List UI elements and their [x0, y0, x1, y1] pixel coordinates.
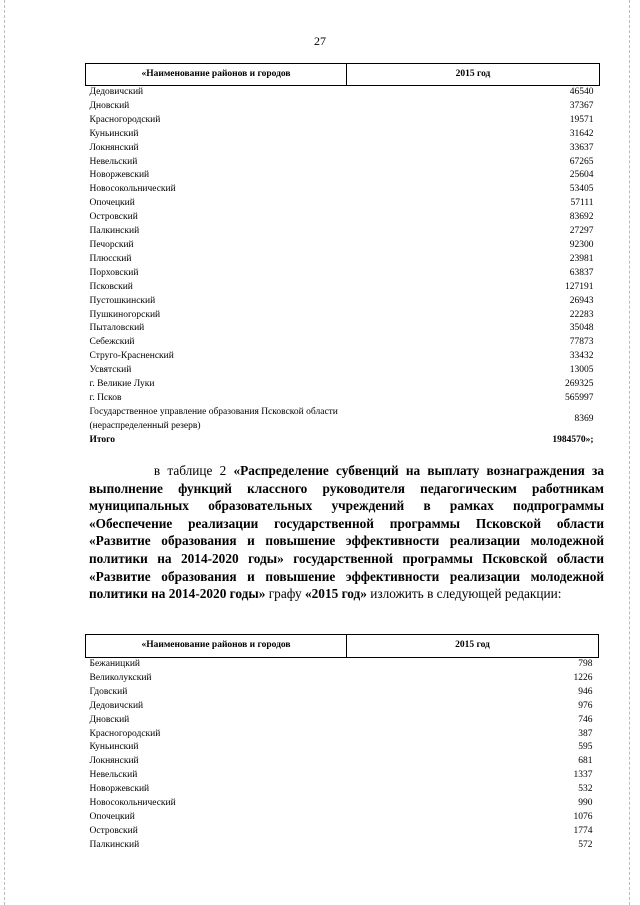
row-name: Великолукский — [89, 672, 152, 683]
column-header-name: «Наименование районов и городов — [86, 635, 347, 658]
row-name: Островский — [89, 825, 138, 836]
row-value: 269325 — [565, 379, 594, 390]
paragraph-column-name: «2015 год» — [305, 586, 367, 602]
table-row — [86, 156, 600, 170]
column-header-name: «Наименование районов и городов — [86, 64, 347, 86]
table-row — [86, 658, 599, 672]
row-value: 23981 — [569, 253, 594, 264]
table-row — [86, 295, 600, 309]
row-value: 33432 — [569, 351, 594, 362]
row-name: г. Псков — [89, 392, 122, 403]
row-name: Опочецкий — [89, 811, 135, 822]
row-value: 1774 — [573, 825, 593, 836]
row-name: Себежский — [89, 337, 135, 348]
table-row — [86, 253, 600, 267]
row-name: Дедовичский — [89, 87, 144, 97]
row-name: Новоржевский — [89, 784, 150, 795]
row-value: 946 — [578, 686, 593, 697]
row-value: 53405 — [569, 184, 594, 195]
table-row — [86, 281, 600, 295]
row-name: Дновский — [89, 714, 130, 725]
table-header-row — [86, 635, 599, 658]
row-value: 532 — [578, 784, 593, 795]
table-row — [86, 755, 599, 769]
row-value: 565997 — [565, 392, 594, 403]
row-name: Усвятский — [89, 365, 132, 376]
row-value: 990 — [578, 798, 593, 809]
table-row — [86, 769, 599, 783]
row-value: 572 — [578, 839, 593, 850]
table-row — [86, 797, 599, 811]
table-row — [86, 392, 600, 406]
row-name: Локнянский — [89, 756, 139, 767]
table-row — [86, 322, 600, 336]
page-edge-right — [629, 0, 630, 905]
row-value: 63837 — [569, 267, 594, 278]
row-value: 19571 — [569, 114, 594, 125]
row-name: Пушкиногорский — [89, 309, 161, 320]
table-row — [86, 406, 600, 434]
table-row — [86, 714, 599, 728]
row-value: 37367 — [569, 100, 594, 111]
row-value: 26943 — [569, 295, 594, 306]
page-number: 27 — [314, 34, 326, 48]
table-row — [86, 239, 600, 253]
table-total-row — [86, 434, 600, 448]
row-value: 83692 — [569, 212, 594, 223]
row-value: 57111 — [570, 198, 594, 209]
table-class-teacher-subventions — [85, 634, 599, 853]
row-name: Палкинский — [89, 226, 140, 237]
row-value: 92300 — [569, 239, 594, 250]
table-row — [86, 672, 599, 686]
table-row — [86, 225, 600, 239]
total-value: 1984570»; — [552, 434, 594, 445]
row-value: 22283 — [569, 309, 594, 320]
row-name: Дедовичский — [89, 700, 144, 711]
row-value: 8369 — [574, 413, 594, 424]
table-row — [86, 825, 599, 839]
table-row — [86, 100, 600, 114]
row-name: Струго-Красненский — [89, 351, 174, 362]
total-label: Итого — [89, 434, 116, 445]
column-header-year: 2015 год — [347, 64, 600, 86]
row-value: 746 — [578, 714, 593, 725]
row-name: Островский — [89, 212, 138, 223]
row-name: Красногородский — [89, 728, 161, 739]
table-2015-subventions — [85, 63, 600, 448]
table-row — [86, 839, 599, 853]
table-row — [86, 728, 599, 742]
row-value: 67265 — [569, 156, 594, 167]
row-value: 35048 — [569, 323, 594, 334]
row-value: 77873 — [569, 337, 594, 348]
row-value: 127191 — [565, 281, 594, 292]
table-row — [86, 700, 599, 714]
table-row — [86, 350, 600, 364]
paragraph-mid: графу — [265, 586, 305, 602]
row-name: Новоржевский — [89, 170, 150, 181]
row-value: 798 — [578, 659, 593, 669]
row-value: 1076 — [573, 811, 593, 822]
row-value: 681 — [578, 756, 593, 767]
row-value: 976 — [578, 700, 593, 711]
row-name: г. Великие Луки — [89, 379, 155, 390]
paragraph-lead: в таблице 2 — [153, 463, 234, 478]
row-value: 387 — [578, 728, 593, 739]
table-row — [86, 169, 600, 183]
table-row — [86, 183, 600, 197]
table-row — [86, 267, 600, 281]
table-row — [86, 811, 599, 825]
amendment-paragraph — [89, 462, 604, 603]
row-name: Псковский — [89, 281, 133, 292]
row-name: Невельский — [89, 770, 138, 781]
row-name: Бежаницкий — [89, 659, 140, 669]
page-edge-left — [4, 0, 5, 905]
row-name: Невельский — [89, 156, 138, 167]
row-value: 46540 — [569, 87, 594, 97]
row-value: 31642 — [569, 128, 594, 139]
table-row — [86, 364, 600, 378]
table-body — [86, 86, 600, 448]
row-name: Печорский — [89, 239, 134, 250]
table-row — [86, 197, 600, 211]
row-name: Куньинский — [89, 742, 139, 753]
row-name: Опочецкий — [89, 198, 135, 209]
row-value: 595 — [578, 742, 593, 753]
row-value: 13005 — [569, 365, 594, 376]
table-row — [86, 309, 600, 323]
row-name: Порховский — [89, 267, 139, 278]
row-name: Гдовский — [89, 686, 128, 697]
table-header-row — [86, 64, 600, 86]
row-name: Пыталовский — [89, 323, 145, 334]
row-value: 25604 — [569, 170, 594, 181]
table-row — [86, 114, 600, 128]
table-row — [86, 378, 600, 392]
table-row — [86, 86, 600, 100]
row-value: 33637 — [569, 142, 594, 153]
row-name: Пустошкинский — [89, 295, 156, 306]
column-header-year: 2015 год — [347, 635, 599, 658]
paragraph-tail: изложить в следующей редакции: — [366, 586, 562, 602]
row-value: 27297 — [569, 226, 594, 237]
row-name: Локнянский — [89, 142, 139, 153]
row-value: 1337 — [573, 770, 593, 781]
table-row — [86, 128, 600, 142]
table-row — [86, 686, 599, 700]
row-name: Куньинский — [89, 128, 139, 139]
row-value: 1226 — [573, 672, 593, 683]
table-row — [86, 783, 599, 797]
row-name: Новосокольнический — [89, 798, 176, 809]
row-name: Новосокольнический — [89, 184, 176, 195]
row-name: Красногородский — [89, 114, 161, 125]
table-body — [86, 658, 599, 853]
row-name: Палкинский — [89, 839, 140, 850]
paragraph-table-title: «Распределение субвенций на выплату вознаграждения за выполнение функций классного руководителя педагогическим работникам муниципальных образовательных учреждений в рамках подпрограммы «Обеспечение реализации государственной программы Псковской области «Развитие образования и повышение эффективности реализации молодежной политики на 2014-2020 годы» государственной программы Псковской области «Развитие образования и повышение эффективности реализации молодежной политики на 2014-2020 годы» — [89, 463, 605, 602]
table-row — [86, 336, 600, 350]
row-name: Государственное управление образования Псковской области (нераспределенный резерв) — [89, 406, 338, 431]
table-row — [86, 211, 600, 225]
table-row — [86, 741, 599, 755]
row-name: Плюсский — [89, 253, 132, 264]
row-name: Дновский — [89, 100, 130, 111]
table-row — [86, 142, 600, 156]
